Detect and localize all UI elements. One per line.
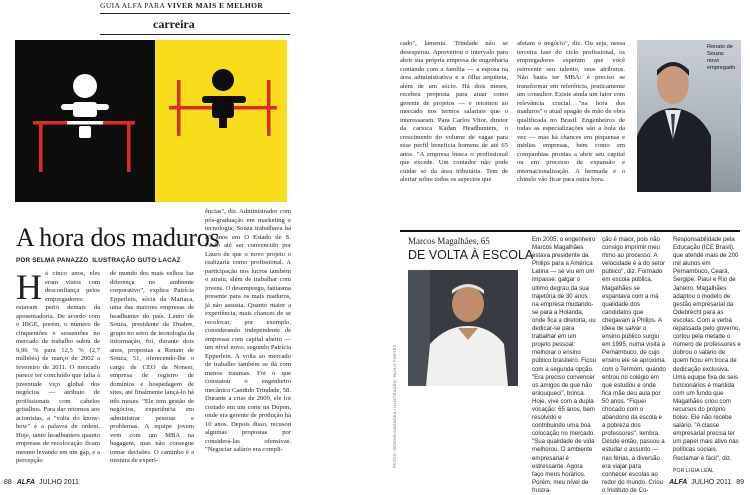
- sidebar-credit: POR LIGIA LEAL: [673, 468, 715, 474]
- sidebar-column-3: [673, 236, 741, 466]
- renato-photo: [637, 40, 741, 192]
- top-column-1-text: cado", lamenta. Trindade não se desesperou. Aproveitou o intervalo para abrir sua própria empresa de engenharia contando com a família — a esposa na área administrativa e a filha arquiteta, além de um sócio. Há dois meses, recebeu proposta para atuar como gerente de projetos — e retornou ao mercado nos termos salariais que o interessaram. Para Carlos Vitor, diretor da carioca Kadan Headhunters, o crescimento do volume de vagas para esse perfil beneficia homens de até 65 anos. "A empresa busca o profissional que excede. Um contador não pode cuidar só da área tributária. Tem de alertar sobre todos os aspectos que: [400, 40, 508, 183]
- article-column-3-text: ências", diz. Administrador com pós-graduação em marketing e tecnologia, Souza trabalhava há 25 anos em O Estado de S. Paulo até ser convencido por Lauro de que o novo projeto o realizaria como profissional. A participação nos lucros também o atraiu, além de trabalhar com jovens. O desemprego, fantasma presente para os mais maduros, já não assusta. Quanto maior a experiência, mais chances de se recolocar, por exemplo, considerando independente de empresas com capital aberto — um nível novo, segundo Patrícia Epperlein. A volta ao mercado de trabalho também se dá com menos traumas. Foi o que constatou o engenheiro mecânico Candido Trindade, 58. Durante a crise de 2009, ele foi cortado em um corte na Dupon, onde era gerente de produção há 10 anos. Depois disso, recusou algumas propostas por considerá-las ofensivas. "Negociar salário era compli-: [205, 208, 291, 453]
- illustration: [15, 40, 287, 202]
- footer-right-date: JULHO 2011: [691, 479, 732, 486]
- sidebar-kicker: Marcos Magalhães, 65: [408, 236, 490, 246]
- sidebar-column-1: [532, 236, 597, 494]
- footer-right-mag: ALFA: [669, 479, 688, 486]
- article-column-2: [110, 270, 194, 470]
- top-column-2-text: afetam o negócio", diz. Ou seja, nessa terceira fase do ciclo profissional, os empregadores esperam que você reinvente seu talento, seus atributos. Não basta ter MBA: é preciso se transformar em referência, praticamente um consultor. Existe ainda um fator com relevância crucial "na hora dos maduros" o atual apagão de mão de obra qualificada no Brasil. Engenheiros de todas as especializações são a bola da vez — mas há chances em pequenas e médias empresas, bem como em companhias prontas a abrir seu capital ou em processo de expansão e internacionalização. A hermada e o chinelo vão ficar para outra hora.: [517, 40, 625, 183]
- byline: [16, 257, 181, 264]
- byline-author: POR SELMA PANAZZO: [16, 257, 89, 264]
- footer-left: [4, 479, 79, 486]
- header-rule-top: [100, 13, 290, 14]
- header-rule-bottom: [100, 34, 290, 35]
- renato-caption-name: Renato de Souza:: [707, 44, 733, 57]
- byline-illustration: ILUSTRAÇÃO GUTO LACAZ: [92, 257, 181, 264]
- footer-left-page: 88: [4, 479, 12, 486]
- article-column-1: [16, 267, 100, 470]
- desk-figures-illustration: [15, 40, 287, 202]
- article-column-2-text: de mundo dos mais velhos faz diferença no ambiente corporativo", explica Patrícia Epperlein, sócia da Mariaca, uma das maiores empresas de headhunter do país. Lauro de Souza, presidente da Dnahre, grupo no setor de tecnologia da informação, foi, durante dois anos, propostas a Renato de Souza, 51, oferecendo-lhe o cargo de CEO da Nonser, empresa de registro de domínios e hospedagem de sites, até finalmente lançá-lo há três meses. "Ele tem gestão de negócios, experiência em administrar pessoas e problemas. A equipe jovem vem com um MBA na bagagem, mas não consegue tomar decisões. O caminho é a mistura de experi-: [110, 270, 194, 464]
- section-header: [100, 1, 263, 10]
- marcos-portrait-illustration: [408, 270, 518, 386]
- footer-left-date: JULHO 2011: [38, 479, 79, 486]
- category-label: carreira: [153, 17, 195, 31]
- footer-right-page: 89: [736, 479, 744, 486]
- article-column-3: [205, 208, 291, 470]
- sidebar-column-1-text: Em 2005, o engenheiro Marcos Magalhães estava presidente da Philips para a América Latina — se viu em um impasse: galgar o último degrau da sua trajetória de 30 anos na empresa mudando-se para a Holanda, onde fica a diretoria, ou dedicar-se para trabalhar em um projeto pessoal: melhorar o ensino público brasileiro. Ficou com a segunda opção. "Era preciso convencer os amigos de que não enlouqueci", brinca. Hoje, vive com a dupla vocação: 65 anos, bem resolvido e contribuindo uma boa colocação no mercado. "Sua qualidade de vida melhorou. O ambiente empresarial é estressante. Agora faço meus horários. Porém, meu nível de frustra-: [532, 236, 597, 494]
- footer-right: [669, 479, 744, 486]
- footer-left-mag: ALFA: [16, 479, 36, 486]
- photo-credit: FOTOS: SÉRGIO NAGAOKA / ILUSTRAÇÃO: PAULO FORTES: [392, 344, 397, 468]
- sidebar-column-2: [602, 236, 666, 494]
- renato-caption-role: novo empregado: [707, 58, 736, 71]
- sidebar-divider: [400, 230, 740, 232]
- article-column-1-text: á cinco anos, eles eram vistos com desconfiança pelos empregadores: estavam perto demais da aposentadoria. De acordo com o IBGE, porém, o número de cinquentões e sessentões no mercado de trabalho subiu de 9,96 % para 12,5 % (2,7 milhões) de março de 2002 a fevereiro de 2011. O mercado parece ter concluído que falta à juventude viço global dos negócios — atributo de profissionais com cabelos grisalhos. Para dar retornos aos acionistas, a "volta do know-how" é a palavra de ordem. Hoje, tanto headhunters quanto empresas de recolocação ficam mesmo levando em um gap, e a percepção: [16, 270, 100, 464]
- sidebar-column-2-text: ção é maior, pois não consigo imprimir meu ritmo ao processo. A velocidade é a do setor público", diz. Formado em escola pública, Magalhães se espantava com a má qualidade dos candidatos que chegavam à Philips. A ideia de salvar o ensino público surgiu em 1995, numa visita a Pernambuco, de cujo ensino ele se aproxima com o Termom, quando entrou no colégio em que estudou e onde fica mãe deu aula por 50 anos. "Fiquei chocado com o abandono da escola e a pobreza dos professores", lembra. Desde então, passou a estudar o assunto — nas férias, a diversão era viajar para conhecer escolas ao redor do mundo. Criou o Instituto de Co-: [602, 236, 666, 494]
- drop-cap: H: [16, 267, 42, 307]
- renato-caption: [707, 44, 741, 72]
- marcos-photo: [408, 270, 518, 386]
- top-column-1: [400, 40, 508, 195]
- section-emphasis: VIVER MAIS E MELHOR: [167, 1, 264, 10]
- article-title: A hora dos maduros: [16, 223, 220, 252]
- top-column-2: [517, 40, 625, 195]
- section-prefix: GUIA ALFA PARA: [100, 1, 168, 10]
- sidebar-title: DE VOLTA À ESCOLA: [408, 248, 534, 262]
- sidebar-column-3-text: Responsabilidade pela Educação (ICE Brasil), que atende mais de 200 mil alunos em Pernambuco, Ceará, Sergipe, Piauí e Rio de Janeiro. Magalhães adaptou o modelo de gestão empresarial da Odebrecht para as escolas. Com a verba repassada pelo governo, cortou pela metade o número de professores e dobrou o salário de quem ficou em troca de dedicação exclusiva. Uma equipe fixa de seis funcionários é mantida com um fundo que Magalhães criou com recursos do próprio bolso. Ele não recebe salário. "A classe empresarial precisa ter um papel mais ativo nas políticas sociais. Reclamar é fácil", diz.: [673, 236, 741, 462]
